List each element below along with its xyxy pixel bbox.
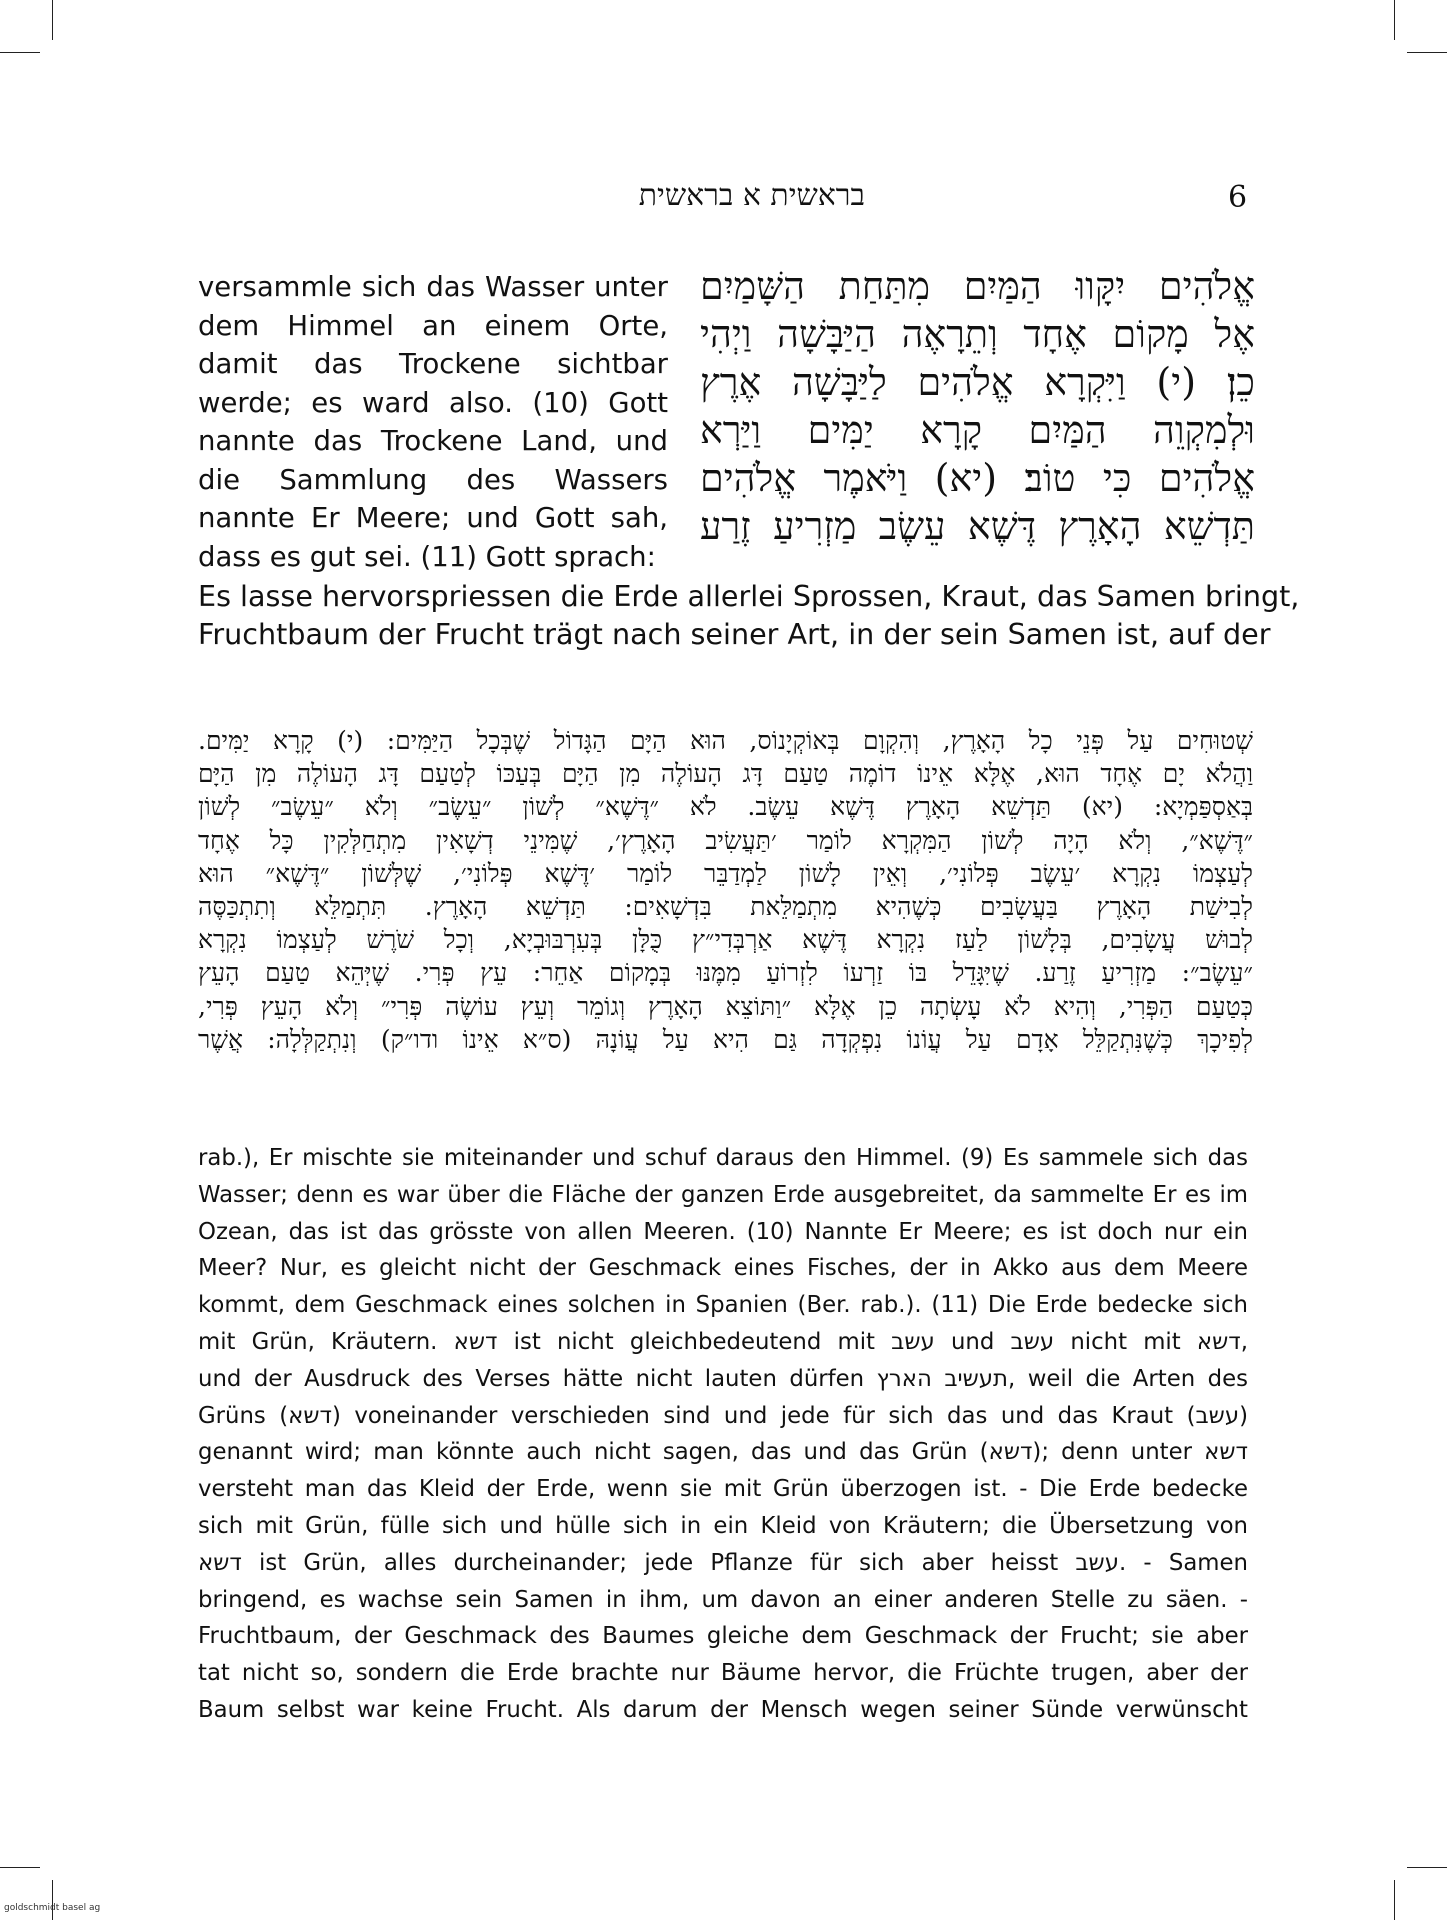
commentary-line: und der Ausdruck des Verses hätte nicht lauten dürfen תעשיב הארץ, weil die Arten des	[198, 1365, 1248, 1392]
crop-mark	[0, 52, 40, 53]
hebrew-line: וּלְמִקְוֵה הַמַּיִם קָרָא יַמִּים וַיַּרְא	[700, 408, 1255, 452]
rashi-commentary	[198, 724, 1253, 1056]
rashi-line: ״עֵשֶׂב״: מַזְרִיעַ זֶרַע. שֶׁיִּגָּדֵל בּוֹ זַרְעוֹ לִזְרוֹעַ מִמֶּנּוּ בְּמָקוֹם אַחֵר: עֵץ פְּרִי. שֶׁיְּהֵא טַעַם הָעֵץ	[198, 958, 1253, 988]
running-title: בראשית א בראשית	[638, 178, 865, 213]
torah-german-translation	[198, 268, 668, 576]
hebrew-line: אֶל מָקוֹם אֶחָד וְתֵרָאֶה הַיַּבָּשָׁה וַיְהִי	[700, 312, 1255, 356]
hebrew-line: אֱלֹהִים יִקָּווּ הַמַּיִם מִתַּחַת הַשָּׁמַיִם	[700, 264, 1255, 308]
commentary-line: sich mit Grün, fülle sich und hülle sich in ein Kleid von Kräutern; die Übersetzung von	[198, 1512, 1248, 1539]
rashi-line: כְּטַעַם הַפְּרִי, וְהִיא לֹא עָשְׂתָה כֵן אֶלָּא ״וַתּוֹצֵא הָאָרֶץ וְגוֹמֵר וְעֵץ עוֹשֶׂה פְּרִי״ וְלֹא הָעֵץ פְּרִי,	[198, 991, 1253, 1021]
crop-mark	[52, 1880, 53, 1920]
crop-mark	[1407, 1867, 1447, 1868]
torah-german-continuation	[198, 577, 1300, 653]
page-number: 6	[1228, 180, 1248, 215]
commentary-line: versteht man das Kleid der Erde, wenn sie mit Grün überzogen ist. - Die Erde bedecke	[198, 1476, 1248, 1503]
hebrew-line: תַּדְשֵׁא הָאָרֶץ דֶּשֶׁא עֵשֶׂב מַזְרִיעַ זֶרַע	[700, 504, 1255, 548]
commentary-line: bringend, es wachse sein Samen in ihm, um davon an einer anderen Stelle zu säen. -	[198, 1586, 1248, 1613]
german-commentary	[198, 1140, 1248, 1729]
german-line: dass es gut sei. (11) Gott sprach:	[198, 540, 656, 573]
commentary-line: Ozean, das ist das grösste von allen Meeren. (10) Nannte Er Meere; es ist doch nur ein	[198, 1218, 1248, 1245]
rashi-line: לְבִישַׁת הָאָרֶץ בַּעֲשָׂבִים כְּשֶׁהִיא מִתְמַלֵּאת בִּדְשָׁאִים: תַּדְשֵׁא הָאָרֶץ. תִּתְמַלֵּא וְתִתְכַּסֶּה	[198, 892, 1253, 922]
commentary-line: rab.), Er mischte sie miteinander und schuf daraus den Himmel. (9) Es sammele sich das	[198, 1145, 1248, 1171]
german-line: Fruchtbaum der Frucht trägt nach seiner Art, in der sein Samen ist, auf der	[198, 617, 1271, 651]
german-line: die Sammlung des Wassers	[198, 463, 668, 496]
commentary-line: Grüns (דשא) voneinander verschieden sind und jede für sich das und das Kraut (עשב)	[198, 1402, 1248, 1429]
german-line: nannte Er Meere; und Gott sah,	[198, 502, 668, 534]
commentary-line: mit Grün, Kräutern. דשא ist nicht gleichbedeutend mit עשב und עשב nicht mit דשא,	[198, 1328, 1248, 1355]
commentary-line: tat nicht so, sondern die Erde brachte nur Bäume hervor, die Früchte trugen, aber der	[198, 1660, 1248, 1687]
hebrew-line: אֱלֹהִים כִּי טוֹב׃ (יא) וַיֹּאמֶר אֱלֹהִים	[700, 456, 1255, 500]
commentary-line: Fruchtbaum, der Geschmack des Baumes gleiche dem Geschmack der Frucht; sie aber	[198, 1623, 1248, 1650]
german-line: Es lasse hervorspriessen die Erde allerlei Sprossen, Kraut, das Samen bringt,	[198, 579, 1300, 613]
german-line: dem Himmel an einem Orte,	[198, 309, 668, 342]
commentary-line: kommt, dem Geschmack eines solchen in Spanien (Ber. rab.). (11) Die Erde bedecke sich	[198, 1292, 1248, 1319]
german-line: werde; es ward also. (10) Gott	[198, 386, 668, 419]
german-line: versammle sich das Wasser unter	[198, 271, 668, 303]
crop-mark	[1394, 0, 1395, 40]
crop-mark	[0, 1867, 40, 1868]
commentary-line: דשא ist Grün, alles durcheinander; jede Pflanze für sich aber heisst עשב. - Samen	[198, 1549, 1248, 1576]
commentary-line: Wasser; denn es war über die Fläche der ganzen Erde ausgebreitet, da sammelte Er es im	[198, 1181, 1248, 1208]
rashi-line: ״דֶּשֶׁא״, וְלֹא הָיָה לְשׁוֹן הַמִּקְרָא לוֹמַר ׳תַּעֲשִׂיב הָאָרֶץ׳, שֶׁמִּינֵי דְשָׁאִין מִתְחַלְּקִין כָּל אֶחָד	[198, 825, 1253, 855]
rashi-line: לְעַצְמוֹ נִקְרָא ׳עֵשֶׂב פְּלוֹנִי׳, וְאֵין לָשׁוֹן לַמְדַבֵּר לוֹמַר ׳דֶּשֶׁא פְּלוֹנִי׳, שֶׁלְּשׁוֹן ״דֶּשֶׁא״ הוּא	[198, 858, 1253, 888]
german-line: nannte das Trockene Land, und	[198, 425, 668, 457]
rashi-line: שְׁטוּחִים עַל פְּנֵי כָל הָאָרֶץ, וְהִקְוָם בְּאוֹקְיָנוֹס, הוּא הַיָּם הַגָּדוֹל שֶׁבְּכָל הַיַּמִּים: (י) קָרָא יַמִּים.	[198, 726, 1253, 755]
crop-mark	[1394, 1880, 1395, 1920]
rashi-line: לְבוּשׁ עֲשָׂבִים, בְּלָשׁוֹן לַעַז נִקְרָא דֶּשֶׁא אַרְבְּדִי״ץ כֻּלָּן בְּעִרְבּוּבְיָא, וְכָל שֹׁרֶשׁ לְעַצְמוֹ נִקְרָא	[198, 925, 1253, 955]
hebrew-line: כֵן׃ (י) וַיִּקְרָא אֱלֹהִים לַיַּבָּשָׁה אֶרֶץ	[700, 360, 1255, 404]
printer-mark: goldschmidt basel ag	[4, 1903, 101, 1913]
commentary-line: genannt wird; man könnte auch nicht sagen, das und das Grün (דשא); denn unter דשא	[198, 1439, 1248, 1466]
commentary-line: Meer? Nur, es gleicht nicht der Geschmack eines Fisches, der in Akko aus dem Meere	[198, 1255, 1248, 1282]
rashi-line: לְפִיכָךְ כְּשֶׁנִּתְקַלֵּל אָדָם עַל עֲוֹנוֹ נִפְקְדָה גַּם הִיא עַל עֲוֹנָהּ (ס״א אֵינוֹ ודו״ק) וְנִתְקַלְּלָה: אֲשֶׁר	[198, 1024, 1253, 1054]
commentary-line: Baum selbst war keine Frucht. Als darum der Mensch wegen seiner Sünde verwünscht	[198, 1696, 1248, 1723]
rashi-line: בְּאַסְפַּמְיָא: (יא) תַּדְשֵׁא הָאָרֶץ דֶּשֶׁא עֵשֶׂב. לֹא ״דֶּשֶׁא״ לְשׁוֹן ״עֵשֶׂב״ וְלֹא ״עֵשֶׂב״ לְשׁוֹן	[198, 792, 1253, 822]
torah-hebrew-text	[700, 262, 1255, 552]
rashi-line: וַהֲלֹא יָם אֶחָד הוּא, אֶלָּא אֵינוֹ דוֹמֶה טַעַם דָּג הָעוֹלֶה מִן הַיָּם בְּעַכּוֹ לְטַעַם דָּג הָעוֹלֶה מִן הַיָּם	[198, 759, 1253, 789]
german-line: damit das Trockene sichtbar	[198, 348, 668, 380]
crop-mark	[1407, 52, 1447, 53]
crop-mark	[52, 0, 53, 40]
